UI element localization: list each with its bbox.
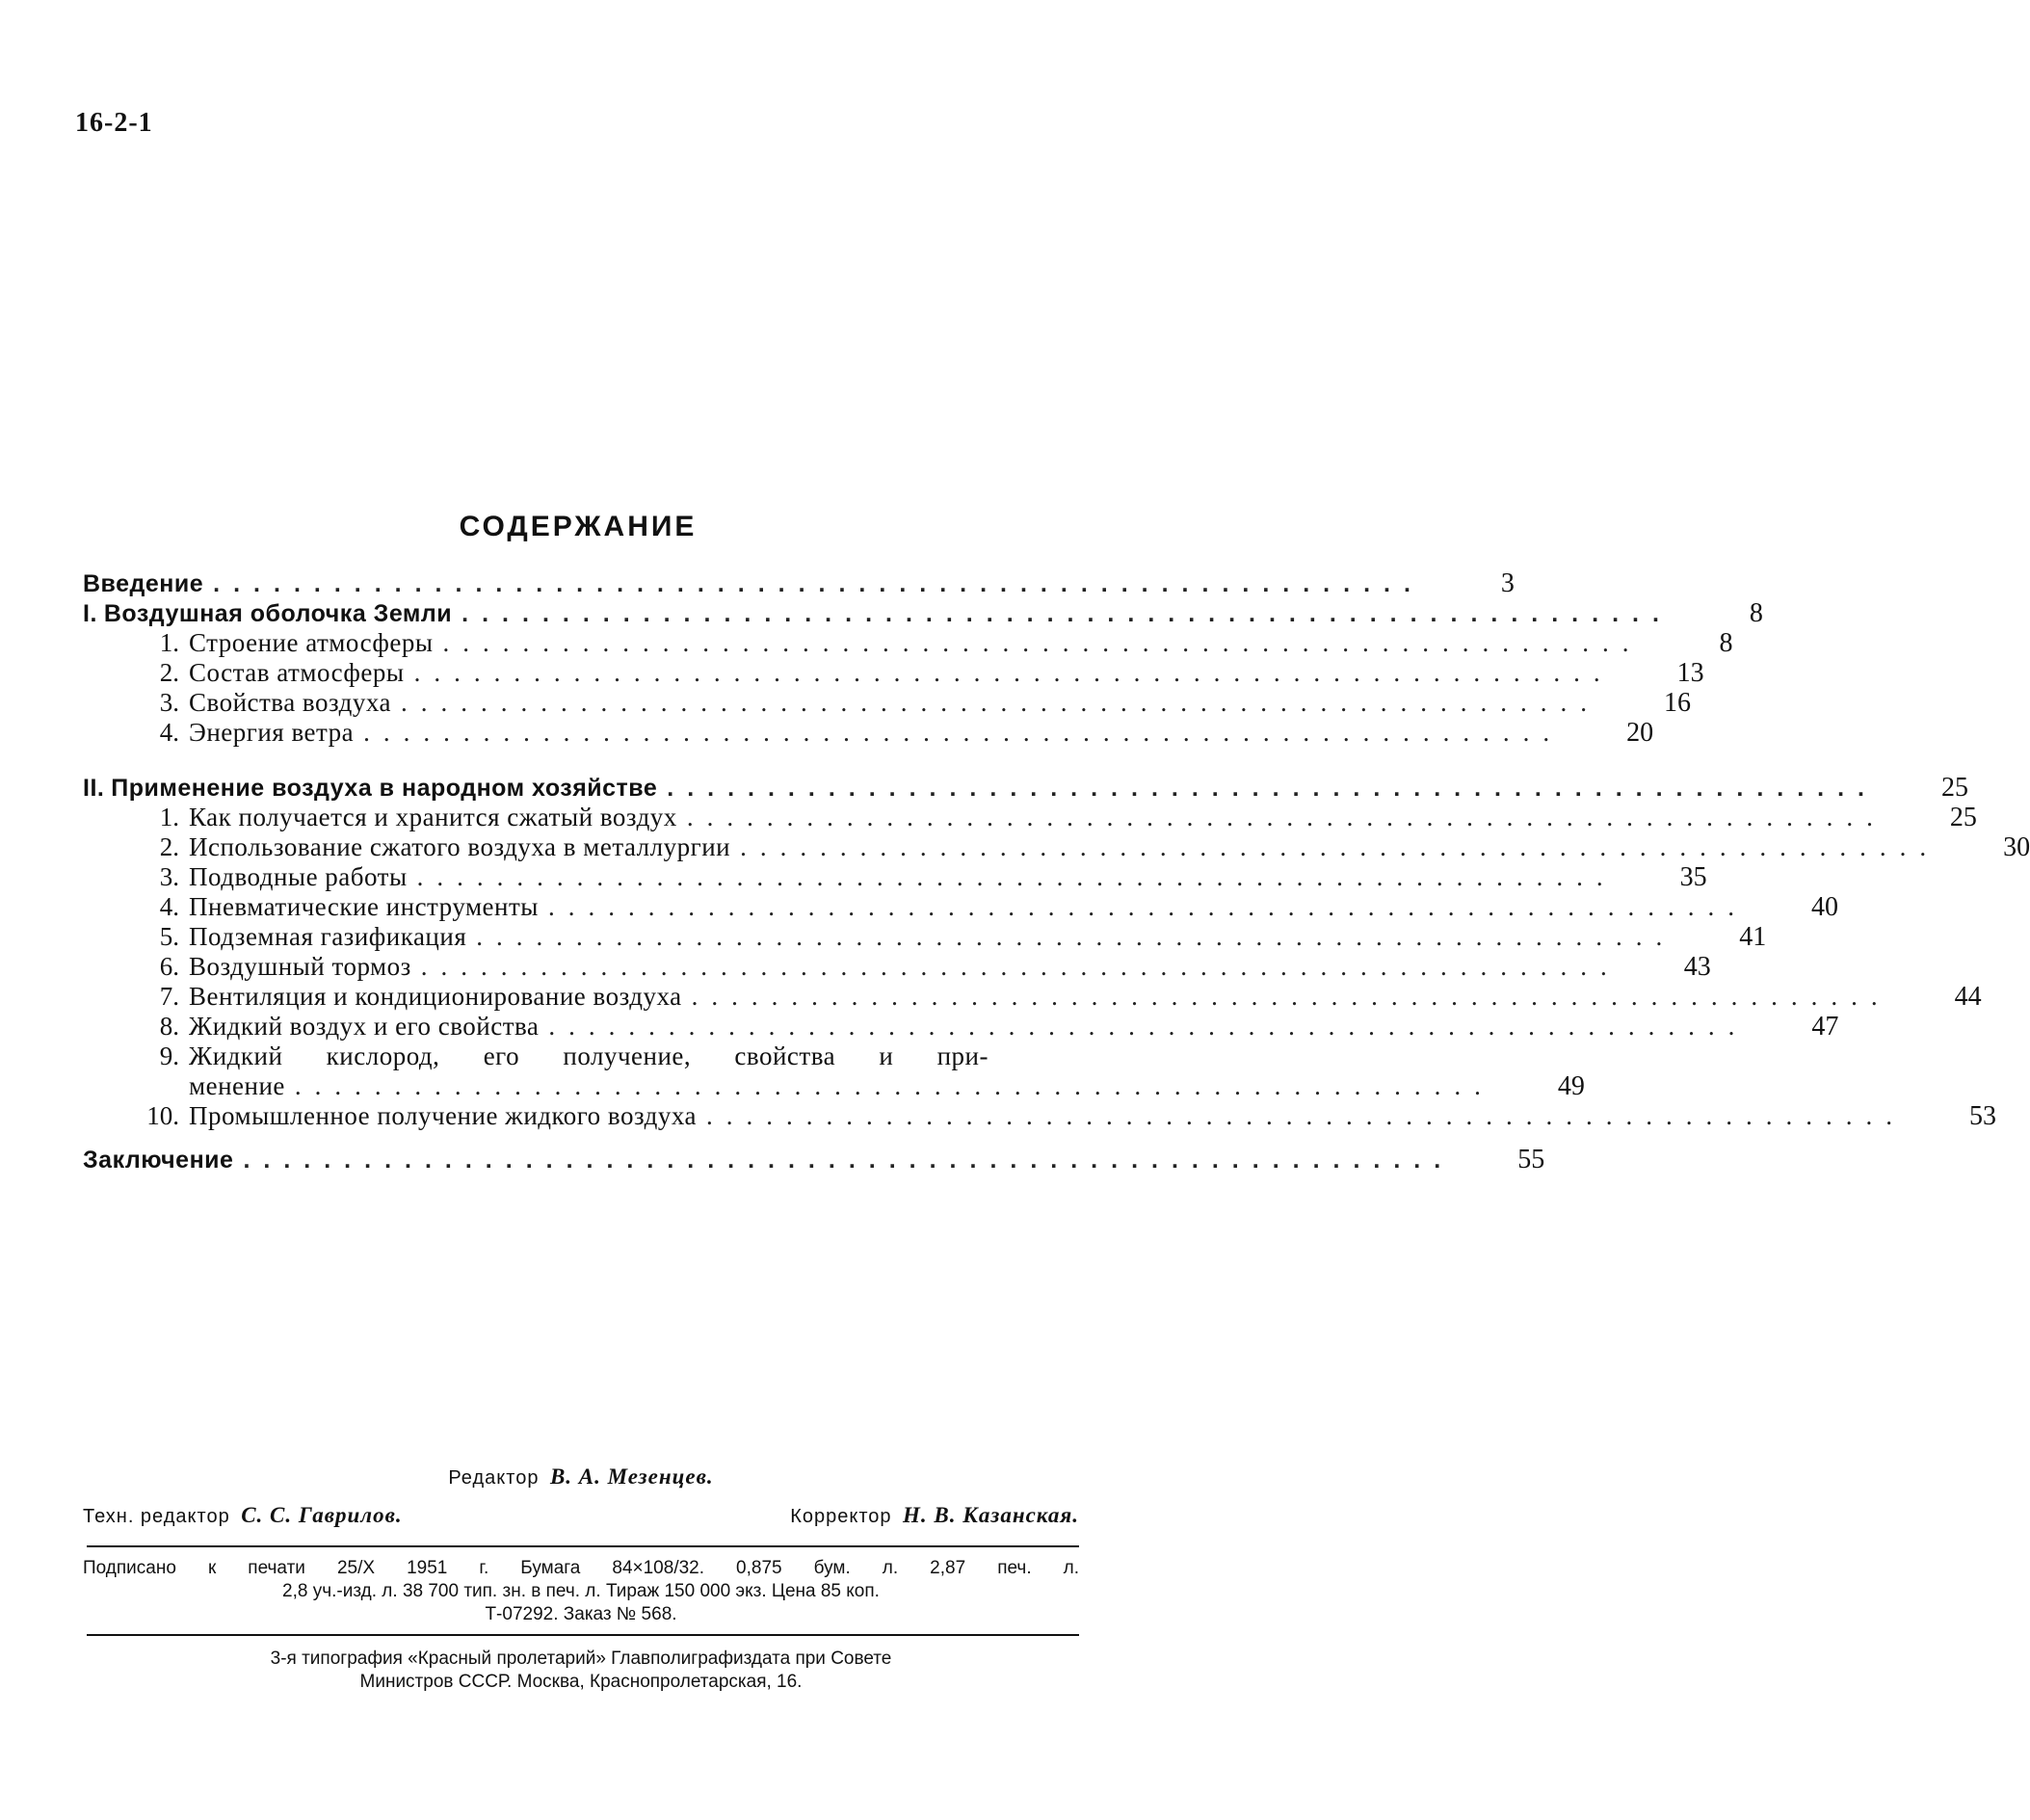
leader-dots: ............................................................	[687, 803, 1886, 832]
toc-entry-page: 8	[1717, 598, 1763, 628]
toc-entry-introduction[interactable]	[83, 568, 1079, 598]
leader-dots: ............................................................	[417, 862, 1617, 892]
toc-entry-num: 2.	[146, 832, 179, 862]
toc-entry-page: 44	[1936, 982, 1982, 1012]
toc-title: СОДЕРЖАНИЕ	[0, 511, 1156, 543]
toc-entry-section[interactable]	[83, 832, 1079, 862]
leader-dots: ............................................................	[548, 892, 1748, 922]
toc-entry-num: 4.	[146, 718, 179, 748]
toc-entry-page: 40	[1792, 892, 1838, 922]
toc-entry-num: 8.	[146, 1012, 179, 1042]
toc-entry-page: 25	[1931, 803, 1977, 832]
toc-entry-num: 10.	[146, 1101, 179, 1131]
leader-dots: ............................................................	[401, 688, 1600, 718]
toc-entry-section[interactable]	[83, 718, 1079, 748]
toc-entry-page: 53	[1950, 1101, 1996, 1131]
tech-credits	[83, 1503, 1079, 1528]
editor-name: В. А. Мезенцев.	[550, 1464, 714, 1489]
toc-entry-section[interactable]	[83, 862, 1079, 892]
leader-dots: ............................................................	[213, 569, 1424, 599]
toc-entry-section[interactable]	[83, 952, 1079, 982]
toc-entry-label: Заключение	[83, 1146, 233, 1175]
toc-entry-label: Свойства воздуха	[189, 688, 391, 718]
imprint-block	[83, 1557, 1079, 1626]
toc-entry-section[interactable]	[83, 1101, 1079, 1131]
proofreader-credit	[790, 1503, 1079, 1528]
toc-entry-section[interactable]	[83, 688, 1079, 718]
leader-dots: ............................................................	[461, 599, 1673, 629]
leader-dots: ............................................................	[243, 1146, 1454, 1175]
leader-dots: ............................................................	[667, 774, 1878, 804]
toc-entry-label: Применение воздуха в народном хозяйстве	[111, 774, 657, 804]
toc-entry-label: Введение	[83, 569, 203, 599]
toc-entry-label: Энергия ветра	[189, 718, 354, 748]
toc-entry-num: 2.	[146, 658, 179, 688]
imprint-line-3: Т-07292. Заказ № 568.	[83, 1603, 1079, 1626]
imprint-line-2: 2,8 уч.-изд. л. 38 700 тип. зн. в печ. л. Тираж 150 000 экз. Цена 85 коп.	[83, 1580, 1079, 1603]
toc-entry-section[interactable]	[83, 1012, 1079, 1042]
toc-entry-num: 3.	[146, 862, 179, 892]
page-code: 16-2-1	[75, 108, 153, 139]
toc-entry-page: 3	[1468, 568, 1515, 598]
toc-entry-label: Подводные работы	[189, 862, 408, 892]
toc-entry-num: 1.	[146, 628, 179, 658]
toc-entry-num: 3.	[146, 688, 179, 718]
divider-rule	[87, 1545, 1079, 1547]
tech-editor-name: С. С. Гаврилов.	[241, 1503, 402, 1527]
toc-entry-label: Как получается и хранится сжатый воздух	[189, 803, 677, 832]
toc-entry-num: II.	[83, 774, 104, 804]
toc-entry-page: 30	[1984, 832, 2030, 862]
printer-line-1: 3-я типография «Красный пролетарий» Главполиграфиздата при Совете	[83, 1648, 1079, 1671]
toc-entry-label: Строение атмосферы	[189, 628, 434, 658]
toc-entry-section[interactable]	[83, 922, 1079, 952]
leader-dots: ............................................................	[295, 1071, 1494, 1101]
printer-block	[83, 1648, 1079, 1694]
toc-entry-label: Воздушный тормоз	[189, 952, 411, 982]
proofreader-role: Корректор	[790, 1506, 891, 1527]
leader-dots: ............................................................	[414, 658, 1614, 688]
toc-entry-section[interactable]	[83, 628, 1079, 658]
toc-entry-page: 16	[1645, 688, 1691, 718]
toc-entry-chapter-1[interactable]	[83, 598, 1079, 628]
tech-editor-credit	[83, 1503, 403, 1528]
toc-entry-page: 41	[1720, 922, 1766, 952]
editor-credit	[83, 1464, 1079, 1490]
editor-role: Редактор	[448, 1467, 539, 1489]
toc-entry-page: 49	[1539, 1071, 1585, 1101]
toc-entry-section[interactable]	[83, 1042, 1079, 1071]
toc-entry-num: 7.	[146, 982, 179, 1012]
toc-entry-label: Вентиляция и кондиционирование воздуха	[189, 982, 682, 1012]
toc-entry-page: 20	[1607, 718, 1653, 748]
leader-dots: ............................................................	[740, 832, 1939, 862]
toc-entry-section[interactable]	[83, 892, 1079, 922]
table-of-contents	[83, 568, 1079, 1174]
divider-rule	[87, 1634, 1079, 1636]
toc-entry-page: 13	[1658, 658, 1704, 688]
toc-entry-section[interactable]	[83, 658, 1079, 688]
toc-entry-page: 55	[1498, 1145, 1544, 1174]
toc-entry-continuation[interactable]	[83, 1071, 1079, 1101]
leader-dots: ............................................................	[476, 922, 1675, 952]
toc-entry-label: Подземная газификация	[189, 922, 466, 952]
toc-entry-chapter-2[interactable]	[83, 773, 1079, 803]
toc-entry-label: Промышленное получение жидкого воздуха	[189, 1101, 697, 1131]
toc-entry-num: 5.	[146, 922, 179, 952]
printer-line-2: Министров СССР. Москва, Краснопролетарская, 16.	[83, 1671, 1079, 1694]
leader-dots: ............................................................	[706, 1101, 1906, 1131]
toc-entry-num: I.	[83, 599, 97, 629]
toc-entry-page: 25	[1922, 773, 1968, 803]
toc-entry-page: 47	[1792, 1012, 1838, 1042]
toc-entry-num: 4.	[146, 892, 179, 922]
toc-entry-label: Жидкий кислород, его получение, свойства и при-	[189, 1042, 989, 1071]
toc-entry-num: 1.	[146, 803, 179, 832]
toc-entry-page: 8	[1687, 628, 1733, 658]
tech-editor-role: Техн. редактор	[83, 1506, 230, 1527]
toc-entry-label: Жидкий воздух и его свойства	[189, 1012, 539, 1042]
toc-entry-page: 43	[1665, 952, 1711, 982]
toc-entry-label: Использование сжатого воздуха в металлургии	[189, 832, 730, 862]
leader-dots: ............................................................	[692, 982, 1891, 1012]
toc-entry-section[interactable]	[83, 803, 1079, 832]
toc-entry-label: менение	[189, 1071, 285, 1101]
toc-entry-label: Воздушная оболочка Земли	[104, 599, 452, 629]
leader-dots: ............................................................	[548, 1012, 1748, 1042]
toc-entry-conclusion[interactable]	[83, 1145, 1079, 1174]
imprint-line-1: Подписано к печати 25/X 1951 г. Бумага 84×108/32. 0,875 бум. л. 2,87 печ. л.	[83, 1557, 1079, 1580]
toc-entry-section[interactable]	[83, 982, 1079, 1012]
leader-dots: ............................................................	[443, 628, 1643, 658]
proofreader-name: Н. В. Казанская.	[903, 1503, 1079, 1527]
toc-entry-label: Пневматические инструменты	[189, 892, 539, 922]
leader-dots: ............................................................	[363, 718, 1563, 748]
toc-entry-num: 9.	[146, 1042, 179, 1071]
toc-entry-num: 6.	[146, 952, 179, 982]
leader-dots: ............................................................	[421, 952, 1621, 982]
toc-entry-page: 35	[1661, 862, 1707, 892]
toc-entry-label: Состав атмосферы	[189, 658, 405, 688]
